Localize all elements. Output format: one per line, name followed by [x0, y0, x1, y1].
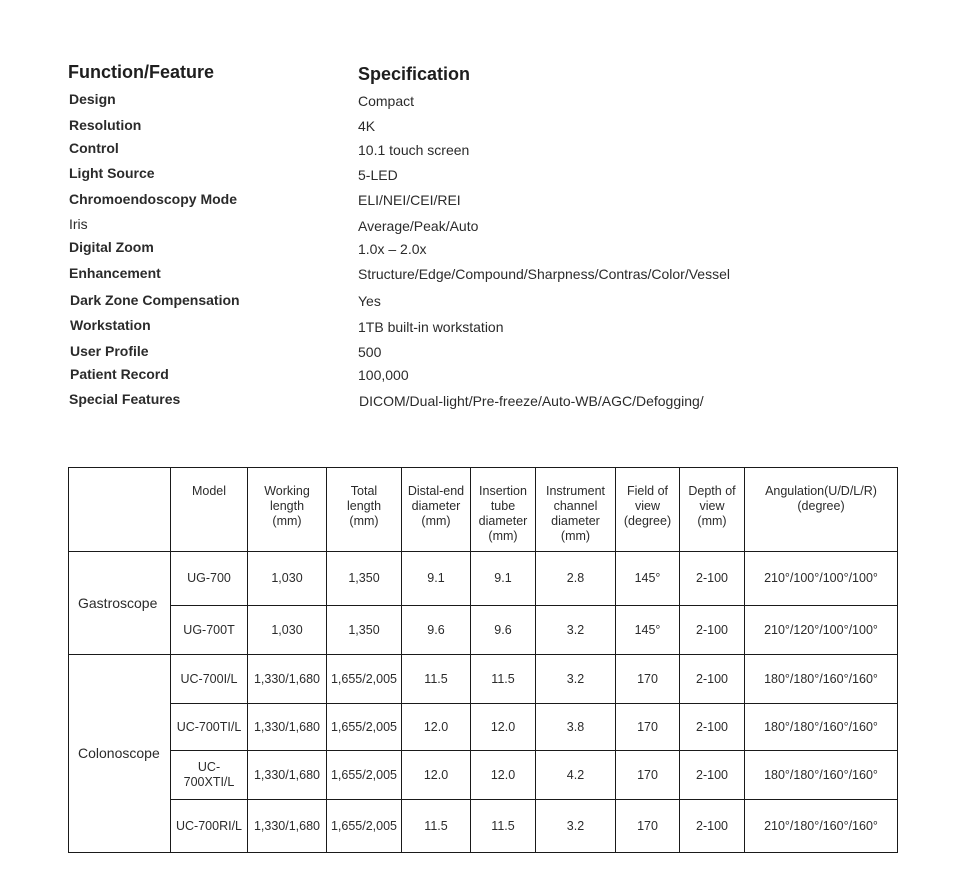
cell-instrument-channel: 3.2 — [536, 655, 616, 704]
cell-insertion-tube: 9.1 — [471, 552, 536, 606]
cell-working-length: 1,030 — [248, 606, 327, 655]
cell-working-length: 1,330/1,680 — [248, 800, 327, 853]
cell-instrument-channel: 2.8 — [536, 552, 616, 606]
endoscope-models-table — [68, 467, 898, 853]
table-header-row — [69, 468, 898, 552]
feature-label: Dark Zone Compensation — [70, 292, 240, 308]
cell-depth-of-view: 2-100 — [680, 655, 745, 704]
cell-working-length: 1,330/1,680 — [248, 751, 327, 800]
cell-model: UG-700 — [171, 552, 248, 606]
feature-label: Light Source — [69, 165, 155, 181]
feature-value: 1TB built-in workstation — [358, 319, 504, 335]
header-distal-end-diameter: Distal-end diameter (mm) — [402, 468, 471, 552]
cell-field-of-view: 170 — [616, 704, 680, 751]
cell-angulation: 180°/180°/160°/160° — [745, 655, 898, 704]
cell-insertion-tube: 9.6 — [471, 606, 536, 655]
header-insertion-tube-diameter: Insertion tube diameter (mm) — [471, 468, 536, 552]
feature-label: Chromoendoscopy Mode — [69, 191, 238, 207]
feature-value: 500 — [358, 344, 382, 360]
cell-field-of-view: 145° — [616, 606, 680, 655]
specification-column-header: Specification — [358, 64, 471, 84]
header-working-length: Working length (mm) — [248, 468, 327, 552]
cell-depth-of-view: 2-100 — [680, 704, 745, 751]
header-model: Model — [171, 468, 248, 552]
table-row — [69, 800, 898, 853]
feature-label: Digital Zoom — [69, 239, 154, 255]
feature-value: Structure/Edge/Compound/Sharpness/Contras/Color/Vessel — [358, 266, 730, 282]
cell-total-length: 1,655/2,005 — [327, 800, 402, 853]
cell-depth-of-view: 2-100 — [680, 552, 745, 606]
cell-model: UC-700I/L — [171, 655, 248, 704]
header-total-length: Total length (mm) — [327, 468, 402, 552]
feature-column-header: Function/Feature — [68, 62, 215, 82]
header-field-of-view: Field of view (degree) — [616, 468, 680, 552]
cell-total-length: 1,350 — [327, 552, 402, 606]
cell-angulation: 210°/180°/160°/160° — [745, 800, 898, 853]
table-row — [69, 751, 898, 800]
cell-working-length: 1,330/1,680 — [248, 655, 327, 704]
cell-total-length: 1,655/2,005 — [327, 751, 402, 800]
feature-value: 10.1 touch screen — [358, 142, 470, 158]
cell-model: UG-700T — [171, 606, 248, 655]
cell-depth-of-view: 2-100 — [680, 606, 745, 655]
feature-label: User Profile — [70, 343, 149, 359]
feature-value: 4K — [358, 118, 376, 134]
cell-angulation: 180°/180°/160°/160° — [745, 704, 898, 751]
table-row — [69, 606, 898, 655]
feature-label: Control — [69, 140, 119, 156]
header-instrument-channel-diameter: Instrument channel diameter (mm) — [536, 468, 616, 552]
group-gastroscope: Gastroscope — [69, 552, 171, 655]
table-row — [69, 704, 898, 751]
specification-list — [0, 0, 970, 430]
header-angulation: Angulation(U/D/L/R) (degree) — [745, 468, 898, 552]
cell-field-of-view: 145° — [616, 552, 680, 606]
cell-distal-end: 9.1 — [402, 552, 471, 606]
cell-instrument-channel: 3.8 — [536, 704, 616, 751]
feature-value: Compact — [358, 93, 415, 109]
feature-value: 1.0x – 2.0x — [358, 241, 427, 257]
cell-angulation: 210°/120°/100°/100° — [745, 606, 898, 655]
feature-label: Enhancement — [69, 265, 161, 281]
header-depth-of-view: Depth of view (mm) — [680, 468, 745, 552]
feature-value: 100,000 — [358, 367, 409, 383]
feature-value: Average/Peak/Auto — [358, 218, 479, 234]
cell-insertion-tube: 11.5 — [471, 800, 536, 853]
cell-insertion-tube: 12.0 — [471, 704, 536, 751]
table-row — [69, 655, 898, 704]
cell-distal-end: 9.6 — [402, 606, 471, 655]
cell-insertion-tube: 11.5 — [471, 655, 536, 704]
feature-label: Patient Record — [70, 366, 169, 382]
cell-working-length: 1,030 — [248, 552, 327, 606]
table-row — [69, 552, 898, 606]
cell-model: UC-700TI/L — [171, 704, 248, 751]
cell-angulation: 210°/100°/100°/100° — [745, 552, 898, 606]
cell-instrument-channel: 4.2 — [536, 751, 616, 800]
feature-value: ELI/NEI/CEI/REI — [358, 192, 461, 208]
cell-total-length: 1,350 — [327, 606, 402, 655]
cell-instrument-channel: 3.2 — [536, 800, 616, 853]
feature-label: Resolution — [69, 117, 142, 133]
cell-insertion-tube: 12.0 — [471, 751, 536, 800]
feature-value: Yes — [358, 293, 381, 309]
cell-angulation: 180°/180°/160°/160° — [745, 751, 898, 800]
feature-value: 5-LED — [358, 167, 398, 183]
feature-label: Special Features — [69, 391, 181, 407]
cell-working-length: 1,330/1,680 — [248, 704, 327, 751]
cell-distal-end: 11.5 — [402, 800, 471, 853]
cell-distal-end: 12.0 — [402, 751, 471, 800]
feature-value: DICOM/Dual-light/Pre-freeze/Auto-WB/AGC/Defogging/ — [359, 393, 704, 409]
cell-field-of-view: 170 — [616, 800, 680, 853]
cell-depth-of-view: 2-100 — [680, 751, 745, 800]
cell-field-of-view: 170 — [616, 655, 680, 704]
cell-distal-end: 11.5 — [402, 655, 471, 704]
cell-field-of-view: 170 — [616, 751, 680, 800]
feature-label: Design — [69, 91, 116, 107]
cell-model: UC-700XTI/L — [171, 751, 248, 800]
cell-instrument-channel: 3.2 — [536, 606, 616, 655]
cell-model: UC-700RI/L — [171, 800, 248, 853]
header-group — [69, 468, 171, 552]
cell-distal-end: 12.0 — [402, 704, 471, 751]
feature-label: Iris — [69, 216, 88, 232]
group-colonoscope: Colonoscope — [69, 655, 171, 853]
cell-total-length: 1,655/2,005 — [327, 704, 402, 751]
cell-depth-of-view: 2-100 — [680, 800, 745, 853]
feature-label: Workstation — [70, 317, 151, 333]
cell-total-length: 1,655/2,005 — [327, 655, 402, 704]
